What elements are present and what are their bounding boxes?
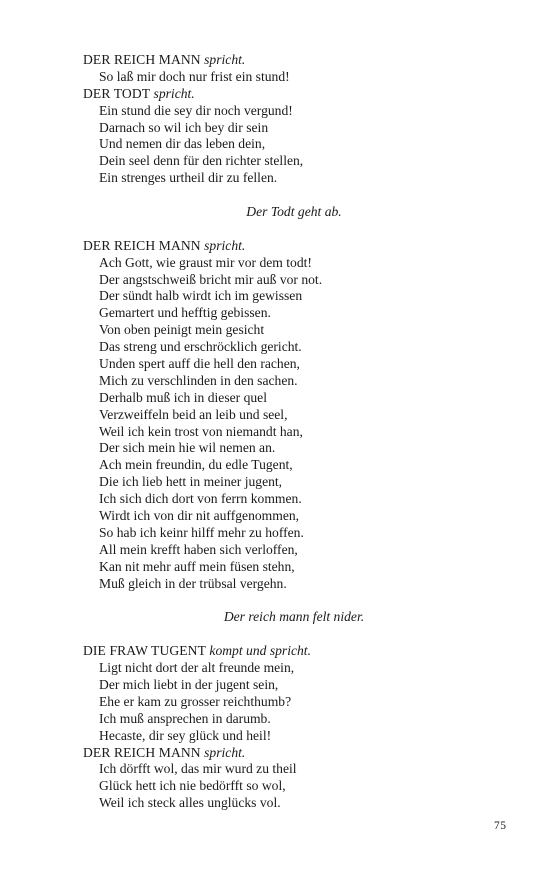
verse-line: Ach mein freundin, du edle Tugent, [99, 457, 293, 473]
page-number: 75 [494, 820, 507, 832]
speaker-direction: kompt und spricht. [209, 643, 311, 659]
verse-line: Ehe er kam zu grosser reichthumb? [99, 693, 292, 709]
verse-line: Der angstschweiß bricht mir auß vor not. [99, 271, 323, 287]
verse-line: Hecaste, dir sey glück und heil! [99, 727, 272, 743]
verse-line: Wirdt ich von dir nit auffgenommen, [99, 508, 300, 524]
verse-line: Gemartert und hefftig gebissen. [99, 305, 271, 321]
verse-line: Dein seel denn für den richter stellen, [99, 153, 304, 169]
spacer [83, 187, 483, 204]
speaker-name: DER REICH MANN [83, 237, 201, 253]
speaker-direction: spricht. [204, 52, 246, 67]
verse-line: Und nemen dir das leben dein, [99, 136, 266, 152]
speaker-name: DIE FRAW TUGENT [83, 643, 206, 659]
verse-line: Kan nit mehr auff mein füsen stehn, [99, 558, 295, 574]
verse-line: Muß gleich in der trübsal vergehn. [99, 575, 287, 591]
verse-line: Ach Gott, wie graust mir vor dem todt! [99, 254, 312, 270]
spacer [83, 593, 483, 610]
verse-line: Ich muß ansprechen in darumb. [99, 710, 271, 726]
spacer [83, 221, 483, 238]
speaker-heading [83, 238, 483, 255]
verse-line: Darnach so wil ich bey dir sein [99, 119, 269, 135]
verse-line: Ein strenges urtheil dir zu fellen. [99, 170, 278, 186]
speaker-direction: spricht. [153, 85, 195, 101]
speaker-heading [83, 52, 483, 69]
verse-line: Derhalb muß ich in dieser quel [99, 389, 267, 405]
verse-line: Mich zu verschlinden in den sachen. [99, 372, 298, 388]
speaker-heading [83, 643, 483, 660]
verse-line: Ein stund die sey dir noch vergund! [99, 102, 293, 118]
speaker-direction: spricht. [204, 744, 246, 760]
verse-line: Verzweiffeln beid an leib und seel, [99, 406, 288, 422]
verse-line: Die ich lieb hett in meiner jugent, [99, 474, 283, 490]
verse-line: Der sündt halb wirdt ich im gewissen [99, 288, 303, 304]
verse-line: Ligt nicht dort der alt freunde mein, [99, 660, 295, 676]
speaker-name: DER REICH MANN [83, 744, 201, 760]
verse-line: So laß mir doch nur frist ein stund! [99, 68, 290, 84]
speaker-name: DER TODT [83, 85, 151, 101]
verse-line: Der sich mein hie wil nemen an. [99, 440, 276, 456]
speaker-direction: spricht. [204, 237, 246, 253]
verse-line: Von oben peinigt mein gesicht [99, 322, 265, 338]
verse-line: Ich dörfft wol, das mir wurd zu theil [99, 761, 297, 777]
speaker-name: DER REICH MANN [83, 52, 201, 67]
verse-line: Das streng und erschröcklich gericht. [99, 339, 302, 355]
stage-direction: Der reich mann felt nider. [223, 609, 365, 625]
stage-direction: Der Todt geht ab. [246, 204, 342, 220]
speaker-heading [83, 86, 483, 103]
verse-line: Der mich liebt in der jugent sein, [99, 676, 279, 692]
verse-line: Glück hett ich nie bedörfft so wol, [99, 778, 286, 794]
verse-line: Weil ich steck alles unglücks vol. [99, 795, 281, 811]
play-text [83, 52, 483, 812]
verse-line: Weil ich kein trost von niemandt han, [99, 423, 303, 439]
verse-line: So hab ich keinr hilff mehr zu hoffen. [99, 524, 304, 540]
speaker-heading [83, 745, 483, 762]
verse-line: Ich sich dich dort von ferrn kommen. [99, 491, 302, 507]
spacer [83, 626, 483, 643]
verse-line: All mein krefft haben sich verloffen, [99, 541, 298, 557]
verse-line: Unden spert auff die hell den rachen, [99, 356, 300, 372]
